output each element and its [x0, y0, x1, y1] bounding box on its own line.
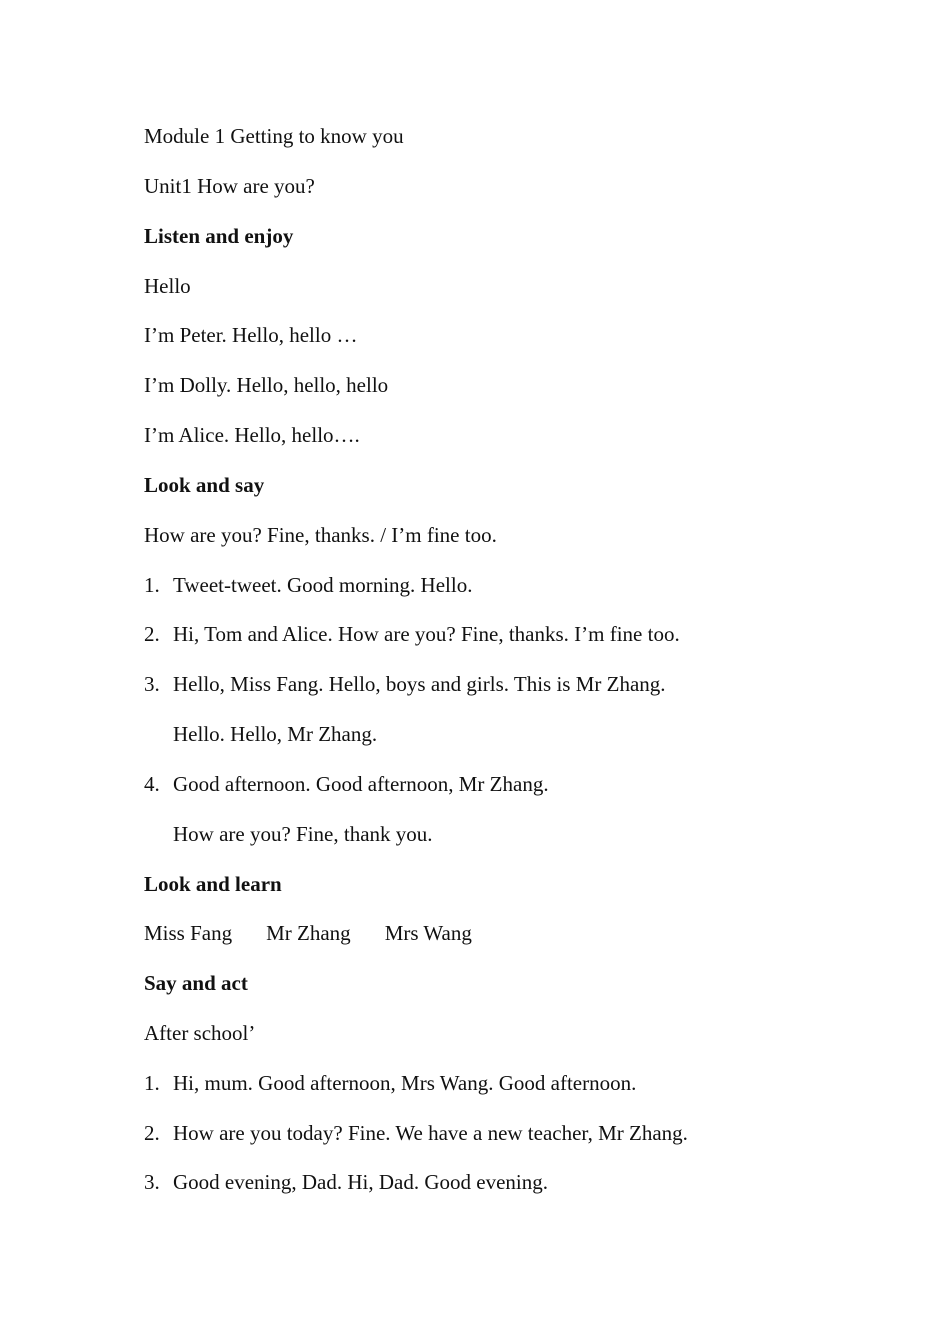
list-item-text: How are you today? Fine. We have a new teacher, Mr Zhang. [173, 1121, 688, 1145]
list-item [144, 573, 472, 597]
list-item-text: Good evening, Dad. Hi, Dad. Good evening. [173, 1170, 549, 1194]
list-item-continuation: Hello. Hello, Mr Zhang. [173, 722, 378, 746]
list-item-number: 3. [144, 672, 160, 696]
vocabulary-row [144, 921, 472, 945]
list-item-number: 2. [144, 622, 160, 646]
list-item-number: 4. [144, 772, 160, 796]
list-item [144, 1071, 636, 1095]
dialogue-title: After school’ [144, 1021, 256, 1045]
list-item-text: Hello, Miss Fang. Hello, boys and girls. This is Mr Zhang. [173, 672, 666, 696]
list-item [144, 622, 680, 646]
section-heading-say-and-act: Say and act [144, 971, 248, 995]
list-item-number: 1. [144, 573, 160, 597]
list-item-text: Tweet-tweet. Good morning. Hello. [173, 573, 473, 597]
look-and-say-intro: How are you? Fine, thanks. / I’m fine too. [144, 523, 497, 547]
unit-title: Unit1 How are you? [144, 174, 315, 198]
list-item [144, 1121, 688, 1145]
list-item-text: Hi, Tom and Alice. How are you? Fine, thanks. I’m fine too. [173, 622, 680, 646]
list-item [144, 772, 549, 796]
vocabulary-word: Mr Zhang [266, 921, 351, 945]
section-heading-look-and-learn: Look and learn [144, 872, 282, 896]
song-line: I’m Dolly. Hello, hello, hello [144, 373, 389, 397]
song-line: I’m Alice. Hello, hello…. [144, 423, 360, 447]
list-item [144, 1170, 548, 1194]
list-item-number: 1. [144, 1071, 160, 1095]
list-item-number: 2. [144, 1121, 160, 1145]
vocabulary-word: Miss Fang [144, 921, 233, 945]
list-item-text: Hi, mum. Good afternoon, Mrs Wang. Good afternoon. [173, 1071, 637, 1095]
module-title: Module 1 Getting to know you [144, 124, 404, 148]
section-heading-listen-and-enjoy: Listen and enjoy [144, 224, 294, 248]
list-item-number: 3. [144, 1170, 160, 1194]
song-title: Hello [144, 274, 191, 298]
song-line: I’m Peter. Hello, hello … [144, 323, 358, 347]
list-item [144, 672, 666, 696]
list-item-text: Good afternoon. Good afternoon, Mr Zhang. [173, 772, 549, 796]
vocabulary-word: Mrs Wang [384, 921, 472, 945]
list-item-continuation: How are you? Fine, thank you. [173, 822, 433, 846]
section-heading-look-and-say: Look and say [144, 473, 265, 497]
